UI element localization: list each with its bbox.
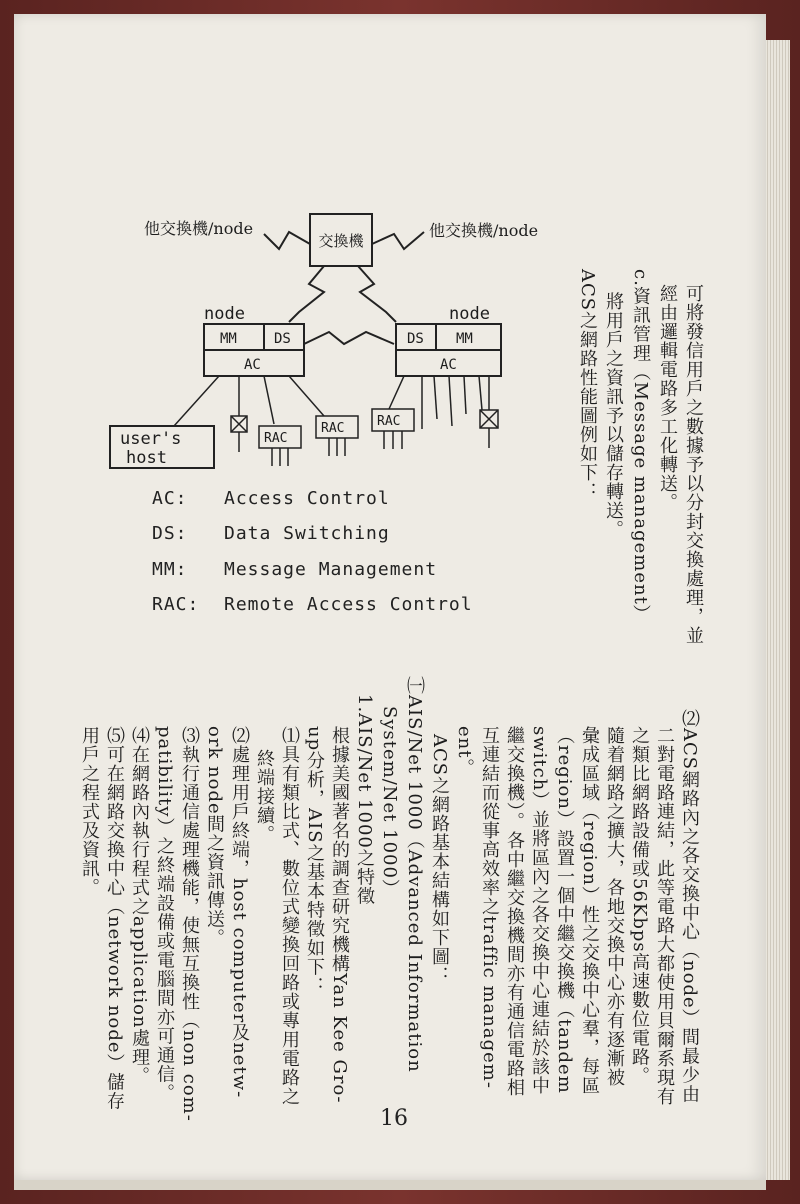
top-text-col-3: c.資訊管理（Message management） [630,269,651,624]
body-col-12: ㈠AIS/Net 1000（Advanced Information [404,676,425,1073]
acs-network-diagram [104,204,574,474]
center-switch-label: 交換機 [318,232,364,250]
top-text-col-4: 將用戶之資訊予以儲存轉送。 [603,292,624,539]
legend-abbr: DS: [152,523,188,544]
left-node-ds: DS [274,331,291,347]
left-node-ac: AC [244,357,261,373]
body-col-16: up分析，AIS之基本特徵如下： [304,726,325,996]
body-col-8: 繼交換機）。各中繼交換機間亦有通信電路相 [504,726,525,1097]
body-col-4: 隨着網路之擴大，各地交換中心亦有逐漸被 [604,726,625,1087]
legend-row-mm [152,559,437,580]
body-col-17: ⑴具有類比式、數位式變換回路或專用電路之 [279,726,300,1106]
top-text-col-2: 經由邏輯電路多工化轉送。 [657,284,678,512]
body-col-20: ork node間之資訊傳送。 [204,726,225,948]
link-center-left-node [289,266,324,322]
right-external-link [372,232,424,249]
body-col-21: ⑶執行通信處理機能，使無互換性（non com- [179,726,200,1122]
right-node-mm: MM [456,331,473,347]
body-col-22: patibility）之終端設備或電腦間亦可通信。 [154,726,175,1103]
body-col-25: 用戶之程式及資訊。 [79,726,100,897]
legend-text: Access Control [224,488,390,509]
body-col-19: ⑵處理用戶終端，host computer及netw- [229,726,250,1099]
legend-abbr: MM: [152,559,188,580]
legend-row-rac [152,594,473,615]
right-rac-label: RAC [377,414,401,429]
page-number: 16 [380,1106,408,1131]
legend-text: Data Switching [224,523,390,544]
left-external-link [264,232,310,249]
right-node-label: node [449,304,490,324]
legend-text: Message Management [224,559,438,580]
body-col-7: switch）並將區內之各交換中心連結於該中 [529,726,550,1096]
body-col-24: ⑸可在網路交換中心（network node）儲存 [104,726,125,1111]
body-col-11: ACS之網路基本結構如下圖： [429,734,450,986]
body-col-5: 彙成區域（region）性之交換中心羣，每區 [579,726,600,1095]
right-link-label: 他交換機/node [429,221,539,240]
legend-abbr: AC: [152,488,188,509]
link-center-right-node [358,266,396,322]
legend-row-ds [152,523,390,544]
legend-row-ac [152,488,390,509]
body-col-3: 之類比網路設備或56Kbps高速數位電路。 [629,726,650,1086]
top-text-col-5: ACS之網路性能圖例如下： [577,269,598,502]
left-node-mm: MM [220,331,237,347]
body-col-6: （region）設置一個中繼交換機（tandem [554,726,575,1094]
legend-text: Remote Access Control [224,594,473,615]
top-text-col-1: 可將發信用戶之數據予以分封交換處理，並 [683,284,704,645]
body-col-14: 1.AIS/Net 1000之特徵 [354,694,375,906]
users-host-line1: user's [120,429,182,449]
page-bottom-edge [14,1180,766,1190]
center-rac-label: RAC [321,421,345,436]
body-col-9: 互連結而從事高效率之traffic managem- [479,726,500,1089]
body-col-2: 二對電路連結，此等電路大都使用貝爾系現有 [654,726,675,1106]
body-col-10: ent。 [454,726,475,778]
book-page [14,14,766,1180]
body-col-13: System/Net 1000） [379,706,400,898]
left-rac-label: RAC [264,431,288,446]
legend-abbr: RAC: [152,594,200,615]
body-col-18: 終端接續。 [254,749,275,844]
body-col-23: ⑷在網路內執行程式之application處理。 [129,726,150,1086]
left-link-label: 他交換機/node [144,219,254,238]
body-col-1: ⑵ACS網路內之各交換中心（node）間最少由 [679,709,700,1104]
left-node-label: node [204,304,245,324]
users-host-line2: host [126,448,167,468]
body-col-15: 根據美國著名的調查研究機構Yan Kee Gro- [329,726,350,1104]
link-left-right-node [304,332,394,344]
right-node-ac: AC [440,357,457,373]
right-node-ds: DS [407,331,424,347]
